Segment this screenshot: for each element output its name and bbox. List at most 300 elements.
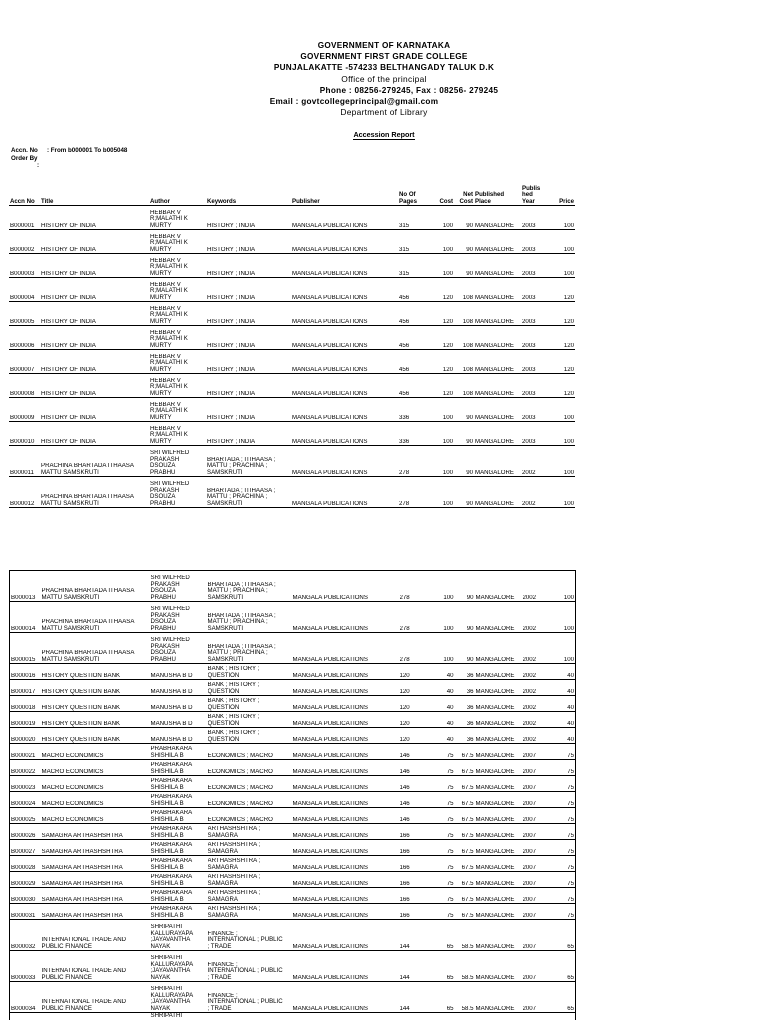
cell-price bbox=[549, 350, 575, 374]
cell-cost bbox=[428, 254, 454, 278]
cell-keywords bbox=[206, 446, 291, 477]
cell-text: 90 bbox=[466, 270, 473, 277]
cell-author bbox=[149, 374, 206, 398]
cell-publisher bbox=[292, 920, 399, 951]
report-meta bbox=[11, 147, 127, 170]
cell-text: 2003 bbox=[522, 390, 536, 397]
cell-net-cost bbox=[455, 633, 475, 664]
cell-published-year bbox=[522, 888, 550, 904]
cell-text: BANK ; HISTORY ; QUESTION bbox=[207, 714, 260, 727]
cell-title bbox=[41, 1013, 150, 1021]
cell-text: MANGALORE bbox=[475, 656, 515, 663]
cell-text: BHARTADA ; ITIHAASA ; MATTU ; PRACHINA ; SAMSKRUTI bbox=[207, 643, 276, 663]
cell-text: 75 bbox=[446, 768, 454, 775]
cell-text: 100 bbox=[563, 469, 574, 476]
cell-text: 67.5 bbox=[461, 864, 474, 871]
cell-keywords bbox=[206, 350, 291, 374]
cell-text: HEBBAR V R;MALATHI K MURTY bbox=[150, 257, 188, 277]
cell-text: 2007 bbox=[522, 1005, 537, 1012]
cell-publisher bbox=[292, 712, 399, 728]
cell-published-place bbox=[474, 302, 521, 326]
cell-text: 108 bbox=[462, 390, 473, 397]
cell-text: B000024 bbox=[11, 800, 36, 807]
cell-author bbox=[149, 278, 206, 302]
cell-text: BHARTADA ; ITIHAASA ; MATTU ; PRACHINA ; SAMSKRUTI bbox=[207, 487, 276, 507]
cell-publisher bbox=[292, 664, 399, 680]
column-header-publisher: Publisher bbox=[291, 177, 398, 206]
cell-published-place bbox=[474, 230, 521, 254]
cell-cost bbox=[429, 712, 455, 728]
cell-accn-no bbox=[10, 728, 41, 744]
cell-accn-no bbox=[9, 374, 40, 398]
cell-text: ARTHASHSHTRA ; SAMAGRA bbox=[207, 826, 261, 839]
cell-pages bbox=[399, 744, 429, 760]
cell-published-year bbox=[522, 856, 550, 872]
table-row bbox=[9, 477, 575, 508]
column-header-cost: Cost bbox=[428, 177, 454, 206]
cell-cost bbox=[429, 904, 455, 920]
cell-text: PRABHAKARA SHISHILA B bbox=[150, 762, 193, 775]
cell-text: MANGALORE bbox=[475, 342, 514, 349]
cell-text: SHRIPATHI KALLURAYAPA ;JAYAVANTHA NAYAK bbox=[150, 955, 194, 981]
cell-text: MANGALA PUBLICATIONS bbox=[292, 246, 368, 253]
cell-text: B000034 bbox=[11, 1005, 36, 1012]
cell-text: 65 bbox=[446, 1005, 454, 1012]
cell-title bbox=[40, 278, 149, 302]
cell-pages bbox=[398, 350, 428, 374]
cell-text: PRABHAKARA SHISHILA B bbox=[150, 890, 193, 903]
cell-text: 75 bbox=[567, 800, 574, 807]
cell-cost bbox=[429, 776, 455, 792]
cell-publisher bbox=[291, 374, 398, 398]
cell-published-year bbox=[522, 760, 550, 776]
cell-text: SRI WILFRED PRAKASH DSOUZA PRABHU bbox=[150, 575, 190, 601]
cell-text: 2003 bbox=[522, 342, 536, 349]
cell-keywords bbox=[207, 856, 292, 872]
cell-pages bbox=[399, 1013, 429, 1021]
cell-text: BANK ; HISTORY ; QUESTION bbox=[207, 666, 260, 679]
cell-cost bbox=[429, 602, 455, 633]
cell-pages bbox=[399, 920, 429, 951]
cell-accn-no bbox=[10, 712, 41, 728]
cell-net-cost bbox=[455, 888, 475, 904]
table-row bbox=[9, 350, 575, 374]
cell-title bbox=[40, 477, 149, 508]
cell-text: 67.5 bbox=[461, 832, 474, 839]
cell-text: 40 bbox=[567, 720, 574, 727]
cell-text: B000031 bbox=[11, 912, 36, 919]
cell-price bbox=[550, 760, 576, 776]
cell-price bbox=[550, 856, 576, 872]
cell-published-place bbox=[474, 206, 521, 230]
cell-text: 2002 bbox=[522, 625, 537, 632]
cell-published-place bbox=[475, 680, 522, 696]
cell-text: MANGALA PUBLICATIONS bbox=[292, 672, 368, 679]
cell-text: HEBBAR V R;MALATHI K MURTY bbox=[150, 353, 188, 373]
cell-accn-no bbox=[10, 982, 41, 1013]
cell-text: HISTORY OF INDIA bbox=[41, 438, 96, 445]
cell-cost bbox=[429, 872, 455, 888]
cell-text: MANGALA PUBLICATIONS bbox=[292, 704, 368, 711]
cell-text: MANUSHA B D bbox=[150, 672, 193, 679]
cell-accn-no bbox=[10, 856, 41, 872]
cell-text: PRACHINA BHARTADA ITHAASA MATTU SAMSKRUTI bbox=[41, 463, 134, 476]
cell-text: MANGALORE bbox=[475, 500, 514, 507]
cell-keywords bbox=[207, 904, 292, 920]
cell-text: 336 bbox=[399, 438, 410, 445]
cell-published-place bbox=[475, 888, 522, 904]
cell-text: 2007 bbox=[522, 848, 537, 855]
cell-publisher bbox=[292, 571, 399, 602]
cell-text: B000027 bbox=[11, 848, 36, 855]
cell-author bbox=[150, 824, 207, 840]
cell-text: 100 bbox=[442, 270, 453, 277]
cell-author bbox=[150, 696, 207, 712]
cell-title bbox=[41, 664, 150, 680]
cell-text: 40 bbox=[446, 720, 454, 727]
cell-keywords bbox=[206, 302, 291, 326]
cell-net-cost bbox=[455, 712, 475, 728]
cell-text: 65 bbox=[567, 974, 574, 981]
cell-text: 90 bbox=[466, 656, 474, 663]
cell-text: HISTORY QUESTION BANK bbox=[41, 688, 121, 695]
cell-keywords bbox=[206, 230, 291, 254]
cell-title bbox=[41, 982, 150, 1013]
cell-text: MANGALA PUBLICATIONS bbox=[292, 656, 368, 663]
cell-text: SAMAGRA ARTHASHSHTRA bbox=[41, 864, 123, 871]
cell-publisher bbox=[292, 951, 399, 982]
cell-text: HISTORY OF INDIA bbox=[41, 414, 96, 421]
cell-accn-no bbox=[10, 872, 41, 888]
cell-text: 146 bbox=[399, 816, 410, 823]
table-row bbox=[9, 374, 575, 398]
cell-text: HISTORY ; INDIA bbox=[207, 222, 256, 229]
table-row bbox=[10, 728, 576, 744]
cell-text: B000010 bbox=[10, 438, 35, 445]
table-row bbox=[9, 206, 575, 230]
cell-text: B000012 bbox=[10, 500, 35, 507]
cell-text: 2007 bbox=[522, 800, 537, 807]
cell-text: 2003 bbox=[522, 414, 536, 421]
cell-text: FINANCE ; INTERNATIONAL ; PUBLIC ; TRADE bbox=[207, 961, 283, 981]
cell-published-year bbox=[521, 302, 549, 326]
cell-text: BHARTADA ; ITIHAASA ; MATTU ; PRACHINA ; SAMSKRUTI bbox=[207, 581, 276, 601]
cell-publisher bbox=[292, 904, 399, 920]
cell-text: 75 bbox=[567, 864, 574, 871]
cell-text: SRI WILFRED PRAKASH DSOUZA PRABHU bbox=[150, 606, 190, 632]
cell-text: 2007 bbox=[522, 784, 537, 791]
cell-text: MANGALORE bbox=[475, 784, 515, 791]
report-header bbox=[0, 40, 768, 118]
cell-published-place bbox=[475, 776, 522, 792]
cell-text: HISTORY ; INDIA bbox=[207, 246, 256, 253]
cell-price bbox=[549, 302, 575, 326]
cell-price bbox=[549, 374, 575, 398]
cell-text: 90 bbox=[466, 246, 473, 253]
accession-table-page-1 bbox=[9, 177, 575, 508]
cell-price bbox=[549, 398, 575, 422]
cell-accn-no bbox=[9, 230, 40, 254]
cell-accn-no bbox=[10, 904, 41, 920]
cell-published-place bbox=[475, 664, 522, 680]
cell-text: 108 bbox=[462, 294, 473, 301]
cell-pages bbox=[399, 888, 429, 904]
cell-text: HEBBAR V R;MALATHI K MURTY bbox=[150, 305, 188, 325]
cell-text: 100 bbox=[442, 469, 453, 476]
cell-text: ARTHASHSHTRA ; SAMAGRA bbox=[207, 890, 261, 903]
accn-label: Accn. No bbox=[11, 147, 38, 154]
cell-text: 58.5 bbox=[461, 974, 474, 981]
cell-text: 315 bbox=[399, 246, 410, 253]
cell-text: 146 bbox=[399, 752, 410, 759]
cell-text: 75 bbox=[567, 880, 574, 887]
cell-text: ARTHASHSHTRA ; SAMAGRA bbox=[207, 906, 261, 919]
cell-text: PRABHAKARA SHISHILA B bbox=[150, 778, 193, 791]
cell-text: MANGALA PUBLICATIONS bbox=[292, 469, 368, 476]
cell-published-place bbox=[475, 571, 522, 602]
cell-net-cost bbox=[454, 477, 474, 508]
cell-text: 40 bbox=[567, 672, 574, 679]
cell-text: INTERNATIONAL TRADE AND PUBLIC FINANCE bbox=[41, 968, 127, 981]
cell-author bbox=[150, 840, 207, 856]
cell-text: 120 bbox=[442, 342, 453, 349]
cell-title bbox=[41, 951, 150, 982]
cell-text: 120 bbox=[399, 704, 410, 711]
cell-text: HEBBAR V R;MALATHI K MURTY bbox=[150, 209, 188, 229]
cell-publisher bbox=[292, 696, 399, 712]
cell-keywords bbox=[207, 792, 292, 808]
cell-title bbox=[40, 350, 149, 374]
cell-text: 100 bbox=[442, 222, 453, 229]
cell-title bbox=[41, 776, 150, 792]
cell-text: 100 bbox=[563, 438, 574, 445]
cell-text: 120 bbox=[399, 672, 410, 679]
cell-author bbox=[149, 326, 206, 350]
cell-net-cost bbox=[454, 326, 474, 350]
cell-text: B000016 bbox=[11, 672, 36, 679]
cell-keywords bbox=[207, 680, 292, 696]
cell-text: B000011 bbox=[10, 469, 34, 476]
cell-title bbox=[41, 792, 150, 808]
cell-text: SRI WILFRED PRAKASH DSOUZA PRABHU bbox=[150, 637, 190, 663]
cell-text: MANGALORE bbox=[475, 896, 515, 903]
cell-keywords bbox=[206, 278, 291, 302]
cell-published-year bbox=[522, 602, 550, 633]
cell-text: MANGALORE bbox=[475, 974, 515, 981]
cell-pages bbox=[399, 696, 429, 712]
cell-pages bbox=[399, 664, 429, 680]
cell-published-place bbox=[474, 446, 521, 477]
cell-text: MACRO ECONOMICS bbox=[41, 768, 104, 775]
table-row bbox=[9, 230, 575, 254]
cell-pages bbox=[399, 633, 429, 664]
cell-text: B000032 bbox=[11, 943, 36, 950]
cell-text: B000028 bbox=[11, 864, 36, 871]
cell-text: 2002 bbox=[522, 500, 536, 507]
cell-price bbox=[550, 744, 576, 760]
cell-publisher bbox=[292, 982, 399, 1013]
cell-cost bbox=[428, 350, 454, 374]
cell-publisher bbox=[292, 1013, 399, 1021]
cell-text: 67.5 bbox=[461, 784, 474, 791]
cell-cost bbox=[429, 856, 455, 872]
cell-price bbox=[549, 422, 575, 446]
cell-pages bbox=[398, 254, 428, 278]
cell-text: MANGALA PUBLICATIONS bbox=[292, 768, 368, 775]
cell-author bbox=[150, 680, 207, 696]
cell-publisher bbox=[292, 760, 399, 776]
cell-text: HISTORY OF INDIA bbox=[41, 390, 96, 397]
cell-author: SHRIPATHI bbox=[150, 1012, 183, 1019]
cell-pages bbox=[399, 760, 429, 776]
cell-text: MANGALORE bbox=[475, 943, 515, 950]
cell-text: SAMAGRA ARTHASHSHTRA bbox=[41, 896, 123, 903]
cell-text: MANUSHA B D bbox=[150, 720, 193, 727]
cell-keywords bbox=[207, 633, 292, 664]
cell-accn-no bbox=[10, 1013, 41, 1021]
cell-text: 100 bbox=[563, 594, 574, 601]
cell-text: MANGALA PUBLICATIONS bbox=[292, 816, 368, 823]
cell-text: 100 bbox=[443, 656, 454, 663]
cell-text: 2002 bbox=[522, 688, 537, 695]
cell-text: 120 bbox=[563, 318, 574, 325]
cell-text: 315 bbox=[399, 222, 410, 229]
cell-publisher bbox=[291, 302, 398, 326]
cell-price bbox=[550, 602, 576, 633]
cell-text: 2003 bbox=[522, 270, 536, 277]
cell-text: PRABHAKARA SHISHILA B bbox=[150, 842, 193, 855]
cell-text: 100 bbox=[563, 625, 574, 632]
cell-text: MANGALORE bbox=[475, 704, 515, 711]
table-row bbox=[10, 982, 576, 1013]
cell-text: MANGALORE bbox=[475, 414, 514, 421]
cell-text: MANGALA PUBLICATIONS bbox=[292, 688, 368, 695]
header-line-5: Phone : 08256-279245, Fax : 08256- 279245 bbox=[319, 85, 499, 95]
table-row bbox=[10, 951, 576, 982]
cell-price bbox=[550, 792, 576, 808]
cell-keywords bbox=[207, 760, 292, 776]
cell-cost bbox=[429, 633, 455, 664]
cell-keywords bbox=[207, 808, 292, 824]
cell-text: 75 bbox=[446, 752, 454, 759]
cell-text: ECONOMICS ; MACRO bbox=[207, 768, 273, 775]
cell-publisher bbox=[292, 888, 399, 904]
cell-published-year bbox=[522, 664, 550, 680]
cell-text: PRABHAKARA SHISHILA B bbox=[150, 874, 193, 887]
cell-net-cost bbox=[455, 744, 475, 760]
cell-text: 2002 bbox=[522, 672, 537, 679]
cell-published-place bbox=[475, 696, 522, 712]
report-title-text: Accession Report bbox=[353, 130, 415, 139]
cell-text: 100 bbox=[563, 246, 574, 253]
cell-text: MANGALORE bbox=[475, 672, 515, 679]
cell-text: PRACHINA BHARTADA ITHAASA MATTU SAMSKRUTI bbox=[41, 619, 135, 632]
cell-published-place bbox=[475, 840, 522, 856]
header-line-2: GOVERNMENT FIRST GRADE COLLEGE bbox=[300, 52, 468, 62]
cell-title bbox=[40, 422, 149, 446]
cell-accn-no bbox=[9, 326, 40, 350]
cell-title bbox=[41, 872, 150, 888]
cell-published-place bbox=[475, 856, 522, 872]
cell-text: B000015 bbox=[11, 656, 36, 663]
cell-text: B000006 bbox=[10, 342, 35, 349]
cell-pages bbox=[399, 728, 429, 744]
cell-author bbox=[149, 254, 206, 278]
cell-text: 100 bbox=[442, 438, 453, 445]
cell-text: 40 bbox=[446, 704, 454, 711]
cell-title bbox=[40, 326, 149, 350]
cell-keywords bbox=[207, 1013, 292, 1021]
cell-author bbox=[149, 302, 206, 326]
cell-text: HISTORY QUESTION BANK bbox=[41, 736, 121, 743]
cell-text: 2007 bbox=[522, 943, 537, 950]
cell-text: BHARTADA ; ITIHAASA ; MATTU ; PRACHINA ; SAMSKRUTI bbox=[207, 456, 276, 476]
cell-text: 166 bbox=[399, 896, 410, 903]
cell-text: MANGALA PUBLICATIONS bbox=[292, 342, 368, 349]
cell-text: B000020 bbox=[11, 736, 36, 743]
cell-author bbox=[150, 920, 207, 951]
cell-publisher bbox=[292, 680, 399, 696]
cell-text: MANGALORE bbox=[475, 270, 514, 277]
cell-text: 2002 bbox=[522, 594, 537, 601]
cell-text: HISTORY ; INDIA bbox=[207, 438, 256, 445]
cell-text: 120 bbox=[399, 688, 410, 695]
cell-text: B000017 bbox=[11, 688, 36, 695]
cell-pages bbox=[398, 326, 428, 350]
cell-title bbox=[41, 760, 150, 776]
cell-net-cost bbox=[455, 982, 475, 1013]
cell-published-place bbox=[475, 872, 522, 888]
cell-text: MANGALA PUBLICATIONS bbox=[292, 270, 368, 277]
table-row bbox=[10, 776, 576, 792]
cell-cost bbox=[428, 477, 454, 508]
cell-text: B000021 bbox=[11, 752, 36, 759]
cell-author bbox=[150, 792, 207, 808]
cell-text: 75 bbox=[567, 768, 574, 775]
cell-keywords bbox=[207, 888, 292, 904]
cell-text: 75 bbox=[446, 784, 454, 791]
cell-published-year bbox=[521, 398, 549, 422]
cell-text: FINANCE ; INTERNATIONAL ; PUBLIC ; TRADE bbox=[207, 930, 283, 950]
table-row bbox=[10, 696, 576, 712]
cell-text: 2003 bbox=[522, 318, 536, 325]
cell-published-year bbox=[521, 446, 549, 477]
cell-publisher bbox=[291, 398, 398, 422]
cell-title bbox=[40, 398, 149, 422]
cell-keywords bbox=[207, 920, 292, 951]
cell-accn-no bbox=[9, 446, 40, 477]
cell-publisher bbox=[292, 872, 399, 888]
cell-text: 2007 bbox=[522, 752, 537, 759]
cell-text: MANGALA PUBLICATIONS bbox=[292, 500, 368, 507]
cell-text: 75 bbox=[567, 784, 574, 791]
cell-cost bbox=[429, 664, 455, 680]
cell-published-place bbox=[474, 350, 521, 374]
cell-cost bbox=[428, 422, 454, 446]
cell-text: MANGALA PUBLICATIONS bbox=[292, 594, 368, 601]
cell-text: 100 bbox=[443, 625, 454, 632]
table-row bbox=[10, 920, 576, 951]
cell-text: 75 bbox=[446, 912, 454, 919]
cell-pages bbox=[398, 398, 428, 422]
cell-text: 166 bbox=[399, 832, 410, 839]
cell-text: 108 bbox=[462, 366, 473, 373]
cell-published-year bbox=[522, 904, 550, 920]
cell-accn-no bbox=[10, 920, 41, 951]
cell-text: 67.5 bbox=[461, 768, 474, 775]
cell-text: 456 bbox=[399, 390, 410, 397]
cell-text: 67.5 bbox=[461, 848, 474, 855]
